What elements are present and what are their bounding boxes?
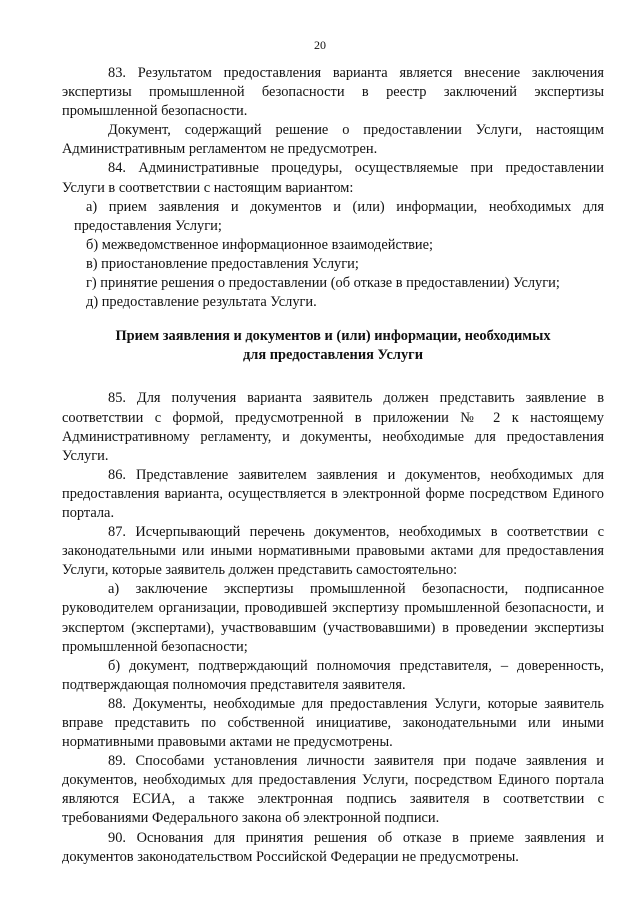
list-item: а) прием заявления и документов и (или) информации, необходимых для предоставления Услуги; xyxy=(74,198,604,234)
section-before-heading xyxy=(62,64,604,312)
paragraph: 83. Результатом предоставления варианта является внесение заключения экспертизы промышленной безопасности в реестр заключений экспертизы промышленной безопасности. xyxy=(62,65,604,120)
paragraph: б) документ, подтверждающий полномочия представителя, – доверенность, подтверждающая полномочия представителя заявителя. xyxy=(62,657,604,693)
list-item: г) принятие решения о предоставлении (об отказе в предоставлении) Услуги; xyxy=(86,275,560,292)
section-heading xyxy=(62,327,604,365)
list-item: в) приостановление предоставления Услуги; xyxy=(86,255,359,272)
paragraph: а) заключение экспертизы промышленной безопасности, подписанное руководителем организации, проводившей экспертизу промышленной безопасности, и экспертом (экспертами), участвовавшим (участвовавшими) в проведении экспертизы промышленной безопасности; xyxy=(62,581,604,655)
paragraph: 90. Основания для принятия решения об отказе в приеме заявления и документов законодательством Российской Федерации не предусмотрены. xyxy=(62,829,604,865)
section-after-heading xyxy=(62,389,604,866)
paragraph: 84. Административные процедуры, осуществляемые при предоставлении Услуги в соответствии с настоящим вариантом: xyxy=(62,160,604,196)
paragraph: 86. Представление заявителем заявления и документов, необходимых для предоставления варианта, осуществляется в электронной форме посредством Единого портала. xyxy=(62,466,604,521)
list-item: д) предоставление результата Услуги. xyxy=(86,294,317,311)
paragraph: 88. Документы, необходимые для предоставления Услуги, которые заявитель вправе представить по собственной инициативе, законодательными или иными нормативными правовыми актами не предусмотрены. xyxy=(62,695,604,751)
section-heading-line-1: Прием заявления и документов и (или) информации, необходимых xyxy=(115,328,551,345)
document-body xyxy=(62,64,604,867)
paragraph: 85. Для получения варианта заявитель должен представить заявление в соответствии с формой, предусмотренной в приложении № 2 к настоящему Административному регламенту, и документы, необходимые для предоставления Услуги. xyxy=(62,390,604,464)
paragraph: 87. Исчерпывающий перечень документов, необходимых в соответствии с законодательными или иными нормативными правовыми актами для предоставления Услуги, которые заявитель должен представить самостоятельно: xyxy=(62,524,604,579)
paragraph: Документ, содержащий решение о предоставлении Услуги, настоящим Административным регламентом не предусмотрен. xyxy=(62,122,604,158)
paragraph: 89. Способами установления личности заявителя при подаче заявления и документов, необходимых для предоставления Услуги, посредством Единого портала являются ЕСИА, а также электронная подпись заявителя в соответствии с требованиями Федерального закона об электронной подписи. xyxy=(62,753,604,827)
section-heading-line-2: для предоставления Услуги xyxy=(242,347,424,364)
list-item: б) межведомственное информационное взаимодействие; xyxy=(86,236,434,253)
page-number: 20 xyxy=(314,38,326,52)
